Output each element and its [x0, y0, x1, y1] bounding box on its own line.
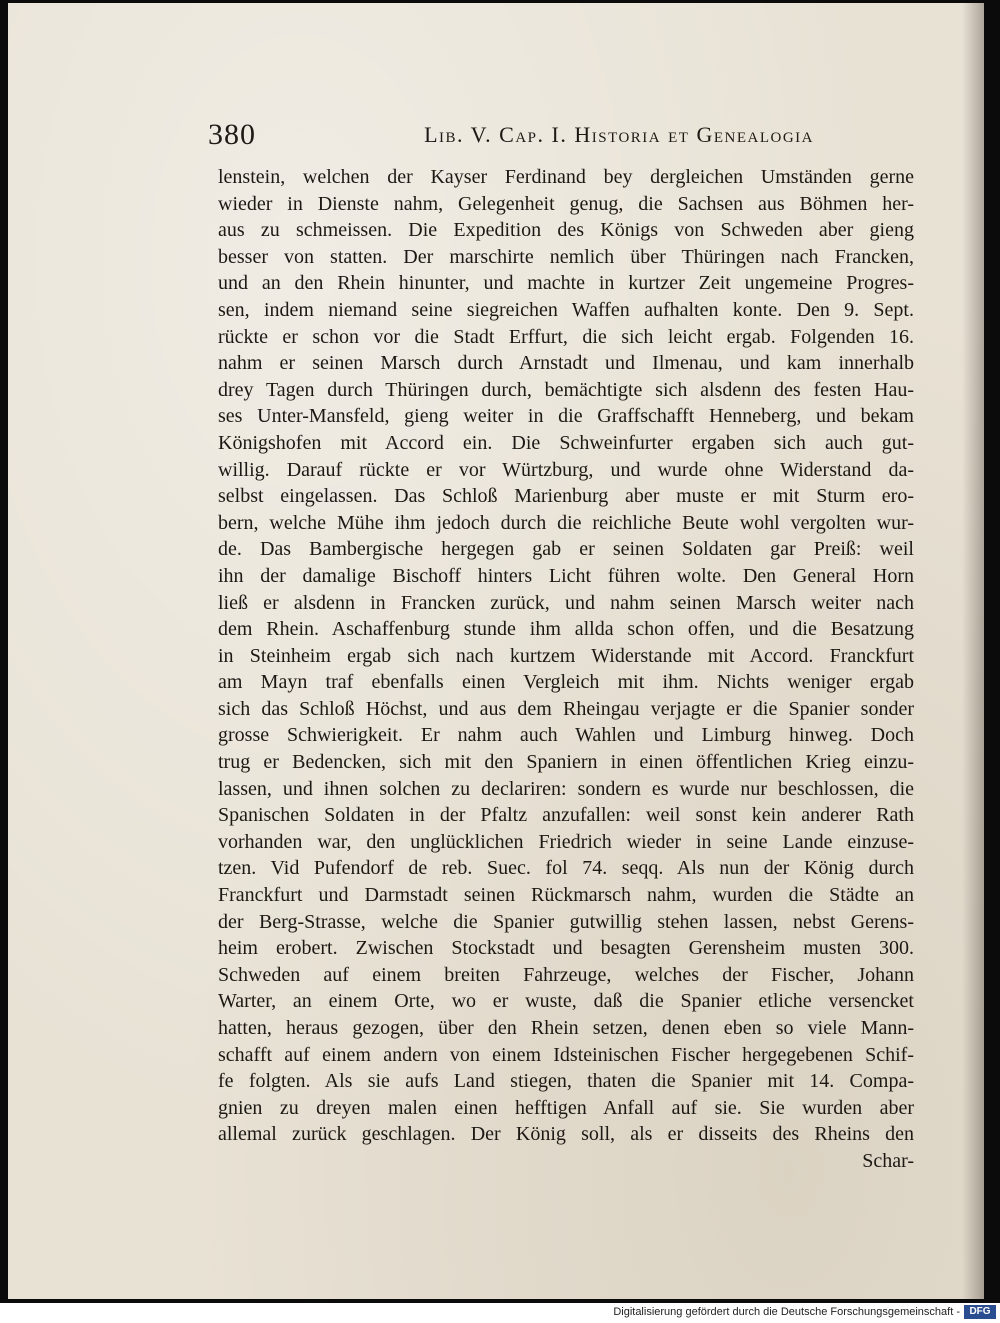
- text-line: tzen. Vid Pufendorf de reb. Suec. fol 74. seqq. Als nun der König durch: [218, 857, 914, 880]
- digitization-credit: Digitalisierung gefördert durch die Deutsche Forschungsgemeinschaft -: [613, 1306, 960, 1318]
- text-line: dem Rhein. Aschaffenburg stunde ihm allda schon offen, und die Besatzung: [218, 618, 914, 641]
- text-line: willig. Darauf rückte er vor Würtzburg, und wurde ohne Widerstand da-: [218, 458, 914, 481]
- text-line: heim erobert. Zwischen Stockstadt und besagten Gerensheim musten 300.: [218, 937, 914, 960]
- text-line: der Berg-Strasse, welche die Spanier gutwillig stehen lassen, nebst Gerens-: [218, 910, 914, 933]
- text-line: und an den Rhein hinunter, und machte in kurtzer Zeit ungemeine Progres-: [218, 272, 914, 295]
- text-line: grosse Schwierigkeit. Er nahm auch Wahlen und Limburg hinweg. Doch: [218, 724, 914, 747]
- text-line: ihn der damalige Bischoff hinters Licht führen wolte. Den General Horn: [218, 564, 914, 587]
- text-line: trug er Bedencken, sich mit den Spaniern in einen öffentlichen Krieg einzu-: [218, 751, 914, 774]
- text-line: ses Unter-Mansfeld, gieng weiter in die Graffschafft Henneberg, und bekam: [218, 405, 914, 428]
- dfg-logo: DFG: [964, 1305, 996, 1319]
- text-line: de. Das Bambergische hergegen gab er seinen Soldaten gar Preiß: weil: [218, 538, 914, 561]
- catchword: Schar-: [862, 1149, 914, 1172]
- text-line: Schweden auf einem breiten Fahrzeuge, welches der Fischer, Johann: [218, 963, 914, 986]
- text-line: lassen, und ihnen solchen zu declariren: sondern es wurde nur beschlossen, die: [218, 777, 914, 800]
- text-line: drey Tagen durch Thüringen durch, bemächtigte sich alsdenn des festen Hau-: [218, 378, 914, 401]
- text-line: aus zu schmeissen. Die Expedition des Königs von Schweden aber gieng: [218, 219, 914, 242]
- text-line: bern, welche Mühe ihm jedoch durch die reichliche Beute wohl vergolten wur-: [218, 511, 914, 534]
- text-line: allemal zurück geschlagen. Der König soll, als er disseits des Rheins den: [218, 1123, 914, 1146]
- text-line: sen, indem niemand seine siegreichen Waffen aufhalten konte. Den 9. Sept.: [218, 298, 914, 321]
- text-line: rückte er schon vor die Stadt Erffurt, die sich leicht ergab. Folgenden 16.: [218, 325, 914, 348]
- footer: [0, 1303, 1000, 1323]
- text-line: Spanischen Soldaten in der Pfaltz anzufallen: weil sonst kein anderer Rath: [218, 804, 914, 827]
- running-head: Lib. V. Cap. I. Historia et Genealogia: [424, 122, 814, 147]
- text-line: Warter, an einem Orte, wo er wuste, daß die Spanier etliche versencket: [218, 990, 914, 1013]
- text-line: Königshofen mit Accord ein. Die Schweinfurter ergaben sich auch gut-: [218, 431, 914, 454]
- text-line: besser von statten. Der marschirte nemlich über Thüringen nach Francken,: [218, 245, 914, 268]
- page-header: [208, 118, 814, 152]
- page-gutter-shadow: [962, 3, 984, 1299]
- text-line: schafft auf einem andern von einem Idsteinischen Fischer hergegebenen Schif-: [218, 1043, 914, 1066]
- text-line: ließ er alsdenn in Francken zurück, und nahm seinen Marsch weiter nach: [218, 591, 914, 614]
- text-line: vorhanden war, den unglücklichen Friedrich wieder in seine Lande einzuse-: [218, 830, 914, 853]
- text-line: fe folgten. Als sie aufs Land stiegen, thaten die Spanier mit 14. Compa-: [218, 1070, 914, 1093]
- text-line: lenstein, welchen der Kayser Ferdinand bey dergleichen Umständen gerne: [218, 166, 914, 188]
- text-line: sich das Schloß Höchst, und aus dem Rheingau verjagte er die Spanier sonder: [218, 697, 914, 720]
- page-number: 380: [208, 118, 256, 151]
- text-line: in Steinheim ergab sich nach kurtzem Widerstande mit Accord. Franckfurt: [218, 644, 914, 667]
- text-line: gnien zu dreyen malen einen hefftigen Anfall auf sie. Sie wurden aber: [218, 1096, 914, 1119]
- body-text: [218, 164, 914, 1175]
- text-line: Franckfurt und Darmstadt seinen Rückmarsch nahm, wurden die Städte an: [218, 884, 914, 907]
- text-line: wieder in Dienste nahm, Gelegenheit genug, die Sachsen aus Böhmen her-: [218, 192, 914, 215]
- text-line: hatten, heraus gezogen, über den Rhein setzen, denen eben so viele Mann-: [218, 1017, 914, 1039]
- text-line: am Mayn traf ebenfalls einen Vergleich mit ihm. Nichts weniger ergab: [218, 671, 914, 694]
- text-line: nahm er seinen Marsch durch Arnstadt und Ilmenau, und kam innerhalb: [218, 352, 914, 375]
- text-line: selbst eingelassen. Das Schloß Marienburg aber muste er mit Sturm ero-: [218, 485, 914, 508]
